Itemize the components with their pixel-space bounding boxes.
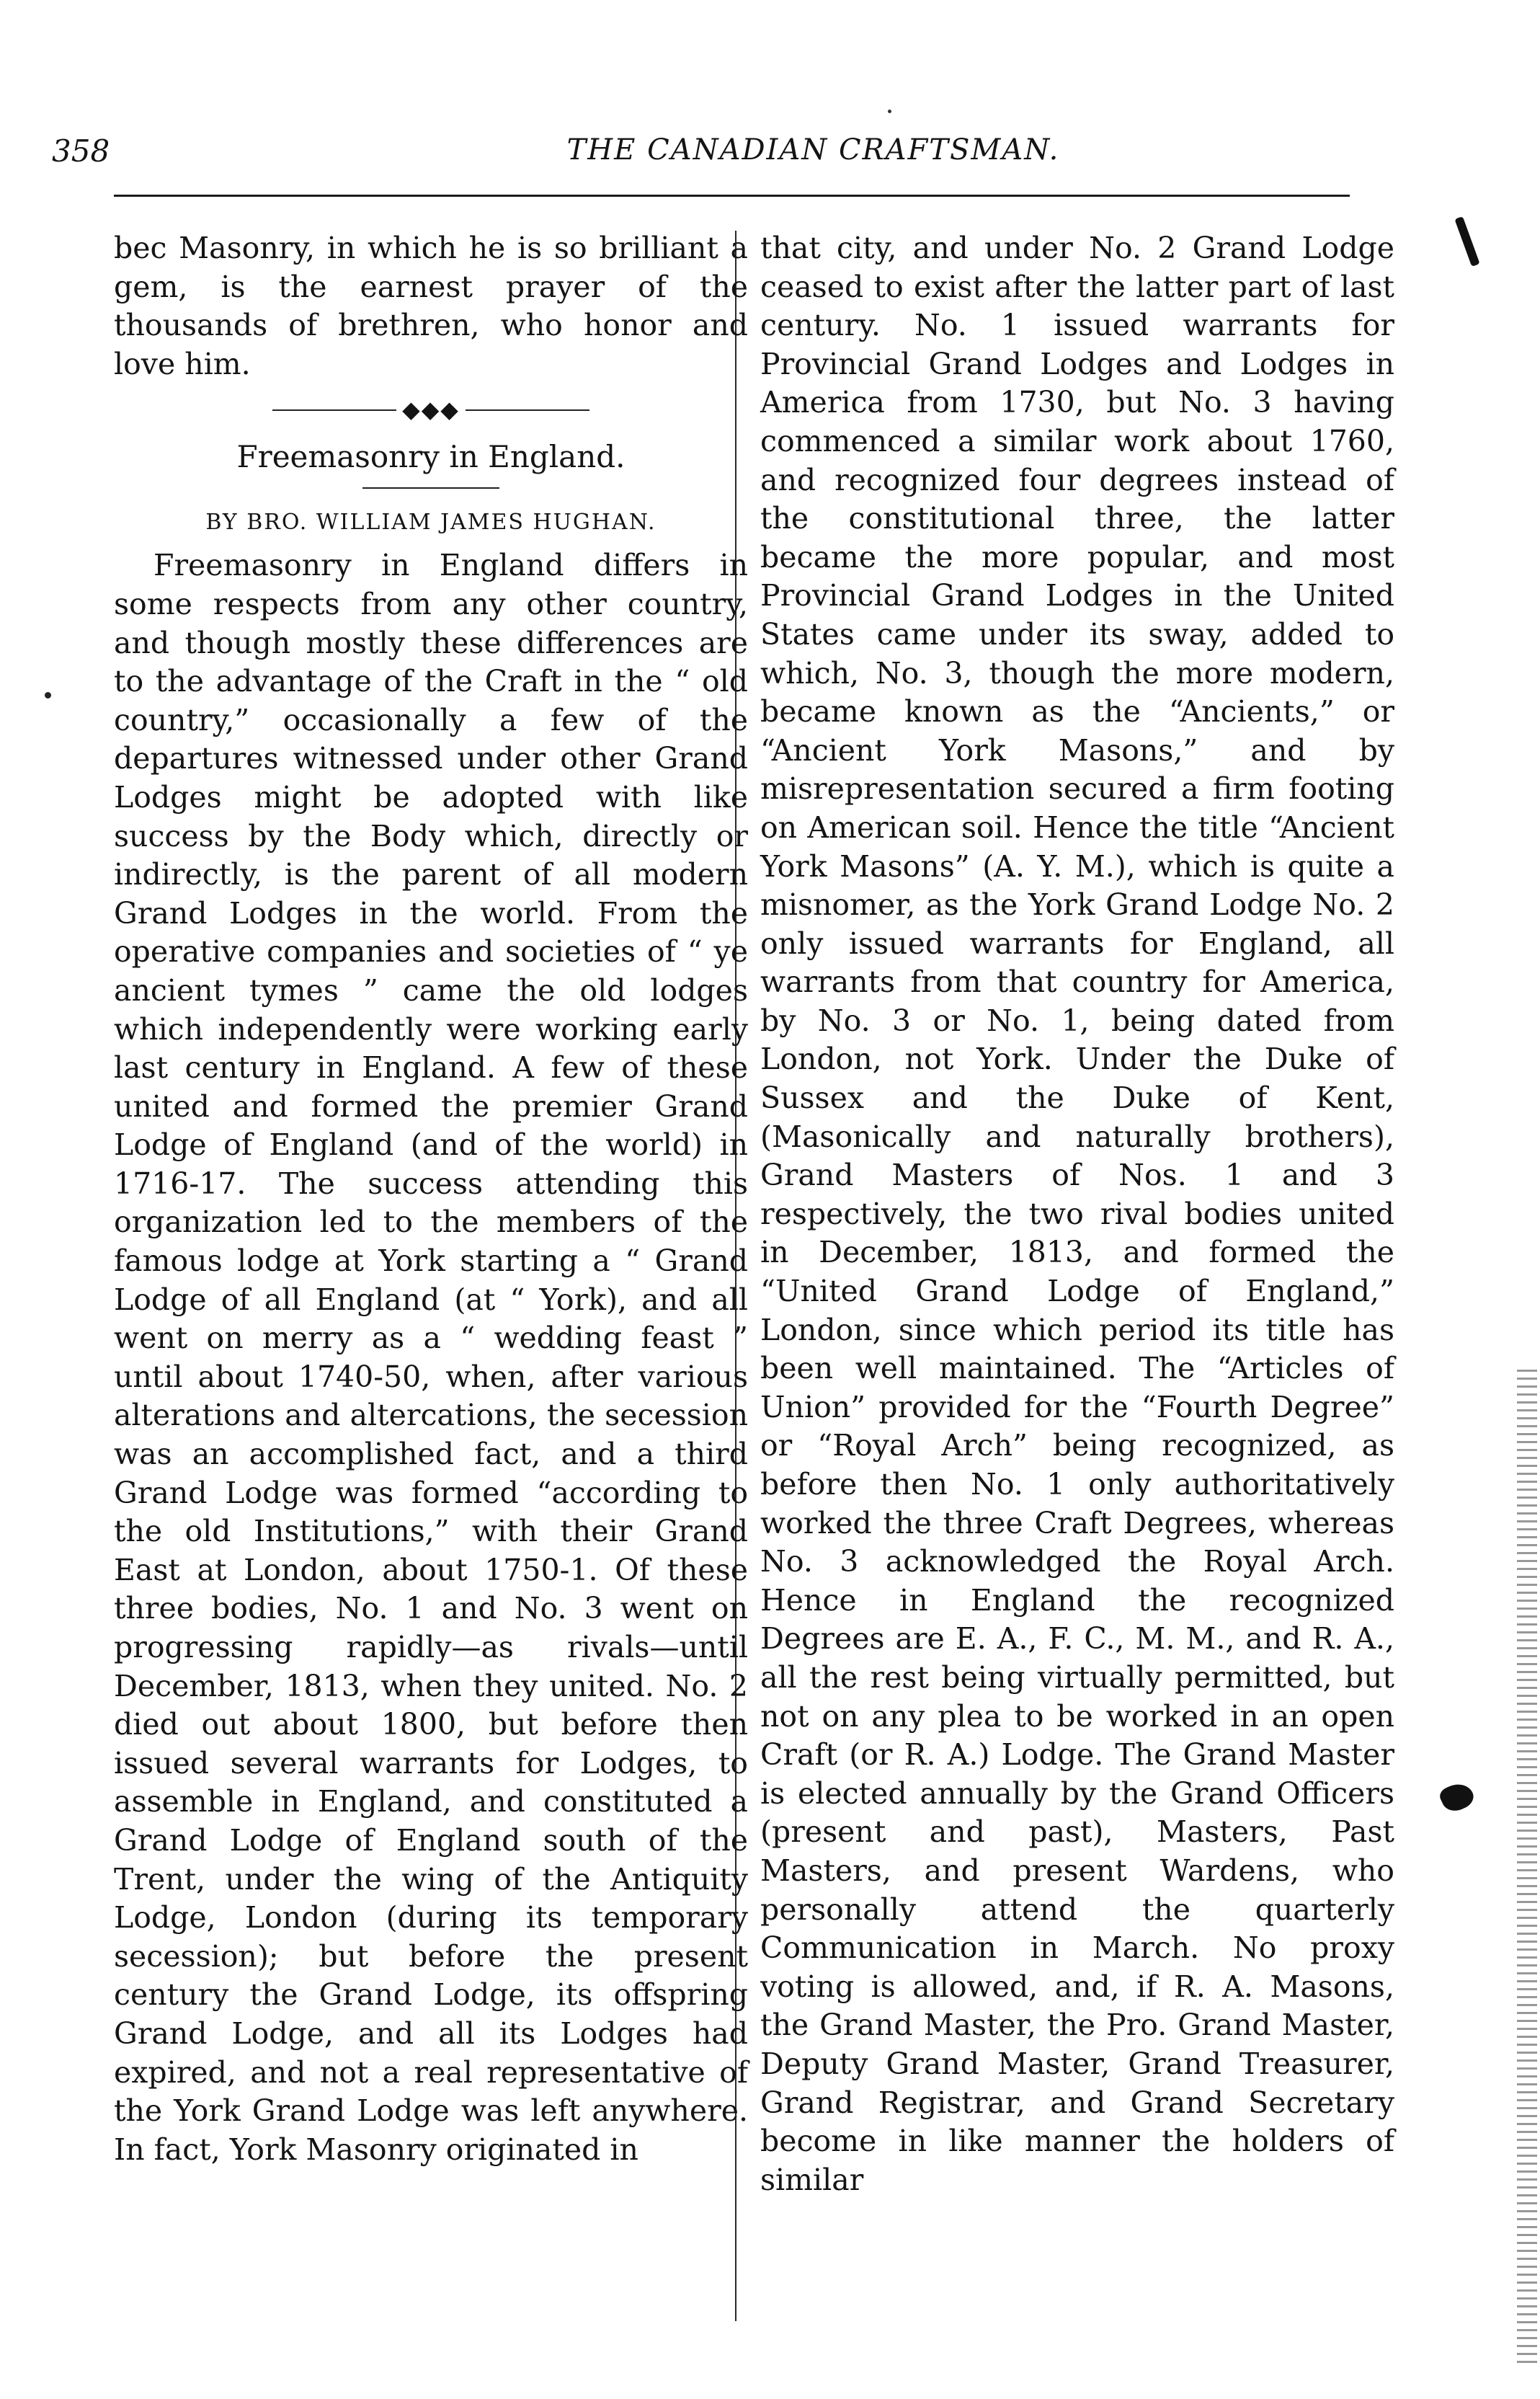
left-column [114,229,748,2169]
continuation-paragraph: bec Masonry, in which he is so brilliant a gem, is the earnest prayer of the thousands of brethren, who honor and love him. [114,231,748,381]
article-title: Freemasonry in England. [236,439,626,475]
header-rule [114,195,1350,197]
section-ornament [114,388,748,433]
byline: BY BRO. WILLIAM JAMES HUGHAN. [205,510,656,536]
margin-ink-mark [1454,216,1479,267]
page-header [0,133,1540,184]
running-title: THE CANADIAN CRAFTSMAN. [566,133,1060,167]
margin-mark [45,692,51,699]
page-number: 358 [52,133,110,169]
article-body-right: that city, and under No. 2 Grand Lodge ceased to exist after the latter part of last century. No. 1 issued warrants for Provincial Grand Lodges and Lodges in America from 1730, but No. 3 having commenced a similar work about 1760, and recognized four degrees instead of the constitutional three, the latter became the more popular, and most Provincial Grand Lodges in the United States came under its sway, added to which, No. 3, though the more modern, became known as the “Ancients,” or “Ancient York Masons,” and by misrepresentation secured a firm footing on American soil. Hence the title “Ancient York Masons” (A. Y. M.), which is quite a misnomer, as the York Grand Lodge No. 2 only issued warrants for England, all warrants from that country for America, by No. 3 or No. 1, being dated from London, not York. Under the Duke of Sussex and the Duke of Kent, (Masonically and naturally brothers), Grand Masters of Nos. 1 and 3 respectively, the two rival bodies united in December, 1813, and formed the “United Grand Lodge of England,” London, since which period its title has been well maintained. The “Articles of Union” provided for the “Fourth Degree” or “Royal Arch” being recognized, as before then No. 1 only authoritatively worked the three Craft Degrees, whereas No. 3 acknowledged the Royal Arch. Hence in England the recognized Degrees are E. A., F. C., M. M., and R. A., all the rest being virtually permitted, but not on any plea to be worked in an open Craft (or R. A.) Lodge. The Grand Master is elected annually by the Grand Officers (present and past), Masters, Past Masters, and present Wardens, who personally attend the quarterly Communication in March. No proxy voting is allowed, and, if R. A. Masons, the Grand Master, the Pro. Grand Master, Deputy Grand Master, Grand Treasurer, Grand Registrar, and Grand Secretary become in like manner the holders of similar [760,231,1394,2197]
title-rule [362,487,499,489]
right-column [760,229,1394,2199]
ornament-diamonds: ◆◆◆ [396,396,466,423]
margin-ink-blot [1437,1778,1477,1815]
print-speck [888,110,891,113]
binding-edge [1517,1370,1537,2364]
article-body-left: Freemasonry in England differs in some respects from any other country, and though mostly these differences are to the advantage of the Craft in the “ old country,” occasionally a few of the departures witnessed under other Grand Lodges might be adopted with like success by the Body which, directly or indirectly, is the parent of all modern Grand Lodges in the world. From the operative companies and societies of “ ye ancient tymes ” came the old lodges which independently were working early last century in England. A few of these united and formed the premier Grand Lodge of England (and of the world) in 1716-17. The success attending this organization led to the members of the famous lodge at York starting a “ Grand Lodge of all England (at “ York), and all went on merry as a “ wedding feast ” until about 1740-50, when, after various alterations and altercations, the secession was an accomplished fact, and a third Grand Lodge was formed “according to the old Institutions,” with their Grand East at London, about 1750-1. Of these three bodies, No. 1 and No. 3 went on progressing rapidly—as rivals—until December, 1813, when they united. No. 2 died out about 1800, but before then issued several warrants for Lodges, to assemble in England, and constituted a Grand Lodge of England south of the Trent, under the wing of the Antiquity Lodge, London (during its temporary secession); but before the present century the Grand Lodge, its offspring Grand Lodge, and all its Lodges had expired, and not a real representative of the York Grand Lodge was left anywhere. In fact, York Masonry originated in [114,548,748,2167]
